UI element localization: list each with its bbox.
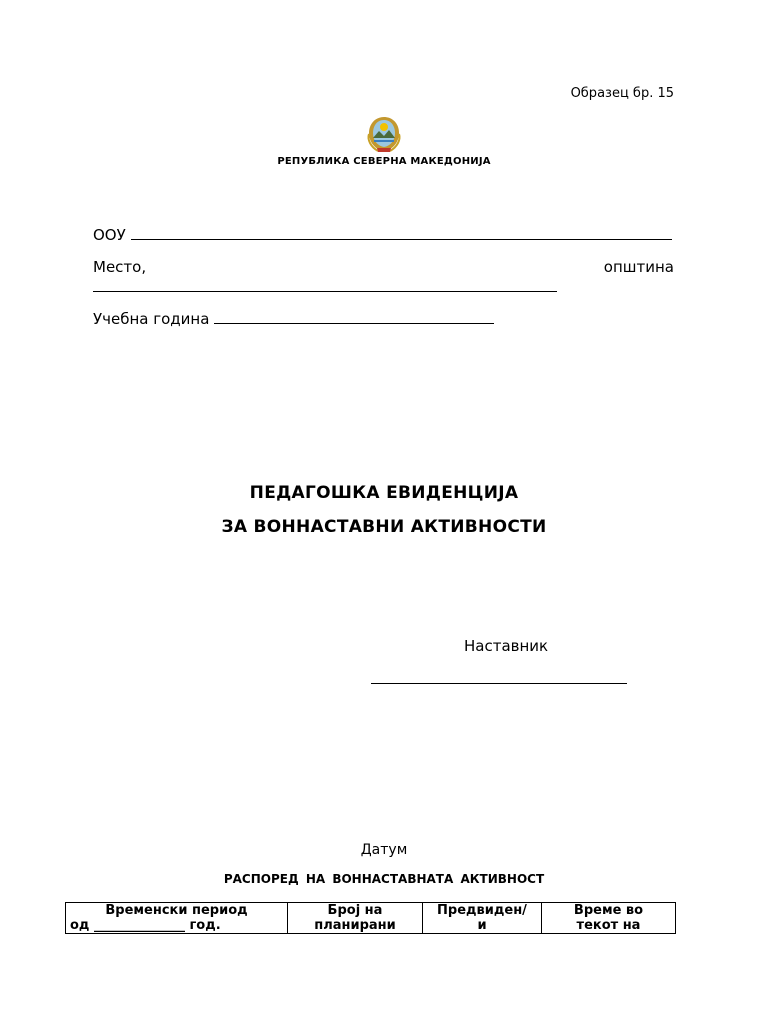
schedule-header-row xyxy=(66,903,676,934)
municipality-label: општина xyxy=(603,258,674,276)
schedule-title: РАСПОРЕД НА ВОННАСТАВНАТА АКТИВНОСТ xyxy=(223,872,545,886)
date-label: Датум xyxy=(360,842,408,858)
school-year-label: Учебна година xyxy=(93,310,210,328)
header-scheduled-line2: и xyxy=(477,918,487,933)
document-title-line2: ЗА ВОННАСТАВНИ АКТИВНОСТИ xyxy=(221,517,547,537)
header-time-during xyxy=(542,903,676,934)
header-planned-count-line1: Број на xyxy=(327,903,383,918)
school-label: ООУ xyxy=(93,226,126,244)
form-number: Образец бр. 15 xyxy=(570,86,674,101)
document-title-line1: ПЕДАГОШКА ЕВИДЕНЦИЈА xyxy=(249,483,519,503)
coat-of-arms-icon xyxy=(365,114,403,154)
schedule-table xyxy=(65,902,676,934)
header-time-period xyxy=(66,903,288,934)
header-planned-count xyxy=(288,903,423,934)
header-time-period-line2: од ______________ год. xyxy=(70,918,221,933)
teacher-label: Наставник xyxy=(464,637,549,655)
place-label: Место, xyxy=(93,258,147,276)
teacher-signature-line xyxy=(371,683,627,684)
school-blank xyxy=(131,226,672,240)
republic-name: РЕПУБЛИКА СЕВЕРНА МАКЕДОНИЈА xyxy=(277,156,491,167)
header-time-during-line2: текот на xyxy=(576,918,641,933)
place-blank xyxy=(93,291,557,292)
school-field xyxy=(93,226,675,244)
header-planned-count-line2: планирани xyxy=(314,918,396,933)
school-year-blank xyxy=(214,310,494,324)
header-scheduled xyxy=(423,903,542,934)
school-year-field xyxy=(93,310,494,328)
header-time-period-line1: Временски период xyxy=(105,903,248,918)
header-scheduled-line1: Предвиден/ xyxy=(437,903,527,918)
header-time-during-line1: Време во xyxy=(573,903,644,918)
